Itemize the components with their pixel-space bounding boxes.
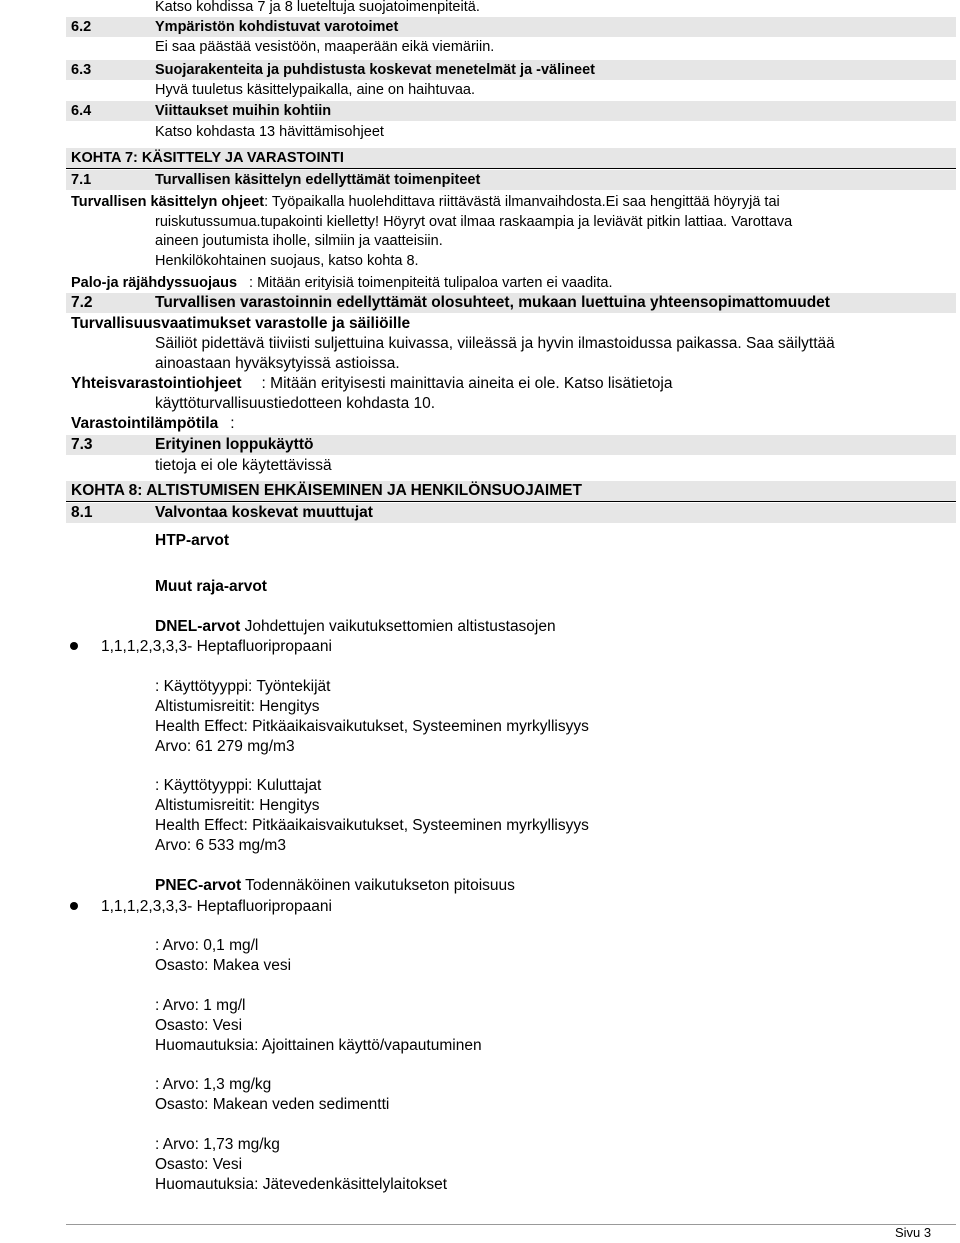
- text-line: Ei saa päästää vesistöön, maaperään eikä viemäriin.: [155, 39, 495, 55]
- section-title: KOHTA 8: ALTISTUMISEN EHKÄISEMINEN JA HENKILÖNSUOJAIMET: [71, 482, 582, 499]
- field-label: Palo-ja räjähdyssuojaus: [71, 275, 238, 291]
- subsection-heading: Turvallisen varastoinnin edellyttämät olosuhteet, mukaan luettuina yhteensopimattomuudet: [155, 294, 830, 311]
- text-line: Henkilökohtainen suojaus, katso kohta 8.: [155, 253, 419, 269]
- pnec-line: Osasto: Makea vesi: [155, 957, 292, 974]
- bullet-icon: [70, 902, 78, 910]
- subsection-heading: Erityinen loppukäyttö: [155, 436, 314, 453]
- text-line: ainoastaan hyväksytyissä astioissa.: [155, 355, 400, 372]
- text-line: tietoja ei ole käytettävissä: [155, 457, 332, 474]
- subsection-number: 8.1: [71, 504, 93, 521]
- subsection-number: 7.3: [71, 436, 93, 453]
- text-line: [71, 273, 613, 293]
- field-label: Turvallisen käsittelyn ohjeet: [71, 194, 265, 210]
- dnel-line: Altistumisreitit: Hengitys: [155, 797, 320, 814]
- pnec-line: : Arvo: 1,3 mg/kg: [155, 1076, 272, 1093]
- pnec-line: Huomautuksia: Ajoittainen käyttö/vapautuminen: [155, 1037, 482, 1054]
- pnec-line: Huomautuksia: Jätevedenkäsittelylaitokset: [155, 1176, 448, 1193]
- pnec-line: : Arvo: 1 mg/l: [155, 997, 246, 1014]
- field-label: Yhteisvarastointiohjeet: [71, 375, 242, 392]
- limit-heading: Muut raja-arvot: [155, 578, 267, 595]
- field-value: : Mitään erityisiä toimenpiteitä tulipaloa varten ei vaadita.: [249, 275, 613, 291]
- subsection-number: 7.2: [71, 294, 93, 311]
- dnel-line: : Käyttötyyppi: Kuluttajat: [155, 777, 322, 794]
- divider: [66, 168, 956, 169]
- substance-name: 1,1,1,2,3,3,3- Heptafluoripropaani: [101, 638, 332, 655]
- dnel-line: Health Effect: Pitkäaikaisvaikutukset, Systeeminen myrkyllisyys: [155, 718, 589, 735]
- text-line: aineen joutumista iholle, silmiin ja vaatteisiin.: [155, 233, 443, 249]
- field-value: :: [230, 415, 235, 432]
- dnel-line: Altistumisreitit: Hengitys: [155, 698, 320, 715]
- subsection-number: 6.4: [71, 103, 92, 119]
- section-title: KOHTA 7: KÄSITTELY JA VARASTOINTI: [71, 150, 344, 166]
- text-line: [71, 374, 673, 394]
- subsection-heading: Turvallisen käsittelyn edellyttämät toimenpiteet: [155, 172, 481, 188]
- field-label: Varastointilämpötila: [71, 415, 219, 432]
- dnel-heading: [155, 617, 556, 637]
- text-line: [71, 192, 780, 212]
- dnel-line: Health Effect: Pitkäaikaisvaikutukset, Systeeminen myrkyllisyys: [155, 817, 589, 834]
- htp-heading: HTP-arvot: [155, 532, 230, 549]
- dnel-line: : Käyttötyyppi: Työntekijät: [155, 678, 331, 695]
- footer-divider: [66, 1224, 956, 1225]
- subsection-heading: Viittaukset muihin kohtiin: [155, 103, 332, 119]
- subsection-number: 7.1: [71, 172, 92, 188]
- dnel-line: Arvo: 61 279 mg/m3: [155, 738, 295, 755]
- text-line: Katso kohdissa 7 ja 8 lueteltuja suojatoimenpiteitä.: [155, 0, 480, 15]
- pnec-label: PNEC-arvot: [155, 877, 242, 894]
- dnel-line: Arvo: 6 533 mg/m3: [155, 837, 286, 854]
- divider: [66, 501, 956, 502]
- text-line: käyttöturvallisuustiedotteen kohdasta 10.: [155, 395, 436, 412]
- field-label: Turvallisuusvaatimukset varastolle ja säiliöille: [71, 315, 411, 332]
- text-line: [71, 414, 235, 434]
- subsection-number: 6.3: [71, 62, 92, 78]
- text-line: ruiskutussumua.tupakointi kielletty! Höyryt ovat ilmaa raskaampia ja leviävät pitkin lattiaa. Varottava: [155, 214, 793, 230]
- field-value: : Mitään erityisesti mainittavia aineita ei ole. Katso lisätietoja: [261, 375, 673, 392]
- pnec-line: : Arvo: 0,1 mg/l: [155, 937, 259, 954]
- subsection-number: 6.2: [71, 19, 92, 35]
- field-value: : Työpaikalla huolehdittava riittävästä ilmanvaihdosta.Ei saa hengittää höyryjä tai: [264, 194, 780, 210]
- dnel-description: Johdettujen vaikutuksettomien altistustasojen: [240, 618, 556, 635]
- text-line: Katso kohdasta 13 hävittämisohjeet: [155, 124, 384, 140]
- page-number: Sivu 3: [895, 1225, 932, 1240]
- text-line: Hyvä tuuletus käsittelypaikalla, aine on haihtuvaa.: [155, 82, 475, 98]
- pnec-heading: [155, 876, 515, 896]
- substance-name: 1,1,1,2,3,3,3- Heptafluoripropaani: [101, 898, 332, 915]
- pnec-line: Osasto: Vesi: [155, 1156, 243, 1173]
- pnec-line: : Arvo: 1,73 mg/kg: [155, 1136, 280, 1153]
- pnec-line: Osasto: Makean veden sedimentti: [155, 1096, 390, 1113]
- subsection-heading: Ympäristön kohdistuvat varotoimet: [155, 19, 399, 35]
- subsection-heading: Suojarakenteita ja puhdistusta koskevat menetelmät ja -välineet: [155, 62, 595, 78]
- pnec-description: Todennäköinen vaikutukseton pitoisuus: [241, 877, 515, 894]
- text-line: Säiliöt pidettävä tiiviisti suljettuina kuivassa, viileässä ja hyvin ilmastoidussa paikassa. Saa säilyttää: [155, 335, 835, 352]
- dnel-label: DNEL-arvot: [155, 618, 241, 635]
- pnec-line: Osasto: Vesi: [155, 1017, 243, 1034]
- subsection-heading: Valvontaa koskevat muuttujat: [155, 504, 373, 521]
- bullet-icon: [70, 642, 78, 650]
